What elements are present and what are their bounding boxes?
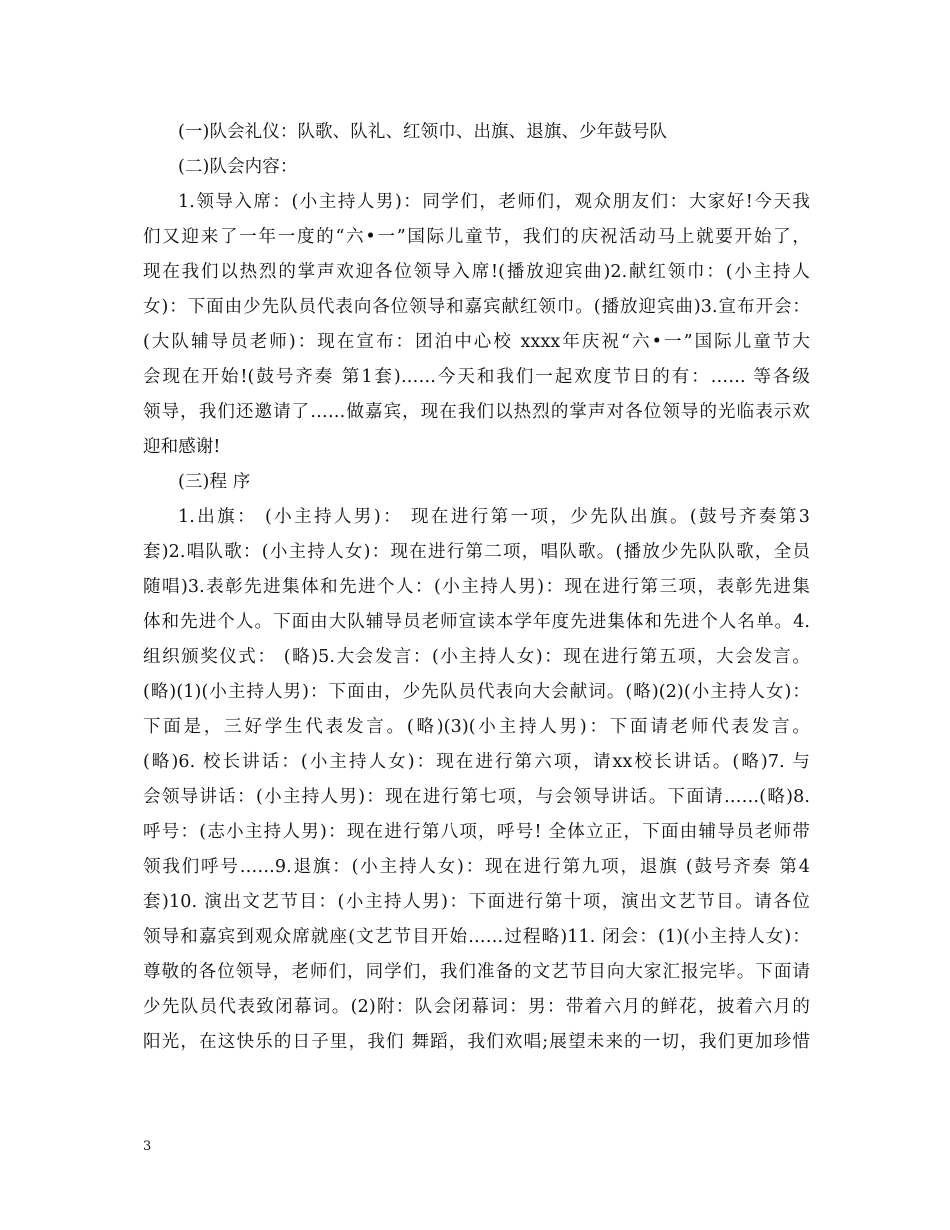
text-line: 领我们呼号……9.退旗：(小主持人女)：现在进行第九项，退旗 (鼓号齐奏 第4 bbox=[143, 857, 810, 877]
text-line: 1.出旗： (小主持人男)： 现在进行第一项，少先队出旗。(鼓号齐奏第3 bbox=[178, 507, 810, 527]
text-line: 随唱)3.表彰先进集体和先进个人：(小主持人男)：现在进行第三项，表彰先进集 bbox=[143, 577, 810, 597]
text-line: 呼号：(志小主持人男)：现在进行第八项，呼号! 全体立正，下面由辅导员老师带 bbox=[143, 822, 810, 842]
page-number: 3 bbox=[143, 1139, 152, 1154]
text-line: 组织颁奖仪式： (略)5.大会发言：(小主持人女)：现在进行第五项，大会发言。 bbox=[143, 647, 810, 667]
body-text bbox=[143, 115, 810, 1060]
text-line: 会现在开始!(鼓号齐奏 第1套)……今天和我们一起欢度节日的有：…… 等各级 bbox=[143, 367, 810, 387]
text-line: 体和先进个人。下面由大队辅导员老师宣读本学年度先进集体和先进个人名单。4. bbox=[143, 612, 810, 632]
text-line: (略)6. 校长讲话：(小主持人女)：现在进行第六项，请xx校长讲话。(略)7. 与 bbox=[143, 752, 810, 772]
text-line: (大队辅导员老师)：现在宣布：团泊中心校 xxxx年庆祝“六•一”国际儿童节大 bbox=[143, 332, 810, 352]
text-line: 领导，我们还邀请了……做嘉宾，现在我们以热烈的掌声对各位领导的光临表示欢 bbox=[143, 402, 810, 422]
text-line: 现在我们以热烈的掌声欢迎各位领导入席!(播放迎宾曲)2.献红领巾：(小主持人 bbox=[143, 262, 810, 282]
text-line: (三)程 序 bbox=[178, 472, 251, 492]
text-line: 们又迎来了一年一度的“六•一”国际儿童节，我们的庆祝活动马上就要开始了， bbox=[143, 227, 810, 247]
text-line: 套)2.唱队歌：(小主持人女)：现在进行第二项，唱队歌。(播放少先队队歌，全员 bbox=[143, 542, 810, 562]
text-line: 尊敬的各位领导，老师们，同学们，我们准备的文艺节目向大家汇报完毕。下面请 bbox=[143, 962, 810, 982]
text-line: 迎和感谢! bbox=[143, 437, 221, 457]
text-line: 领导和嘉宾到观众席就座(文艺节目开始……过程略)11. 闭会：(1)(小主持人女)： bbox=[143, 927, 810, 947]
text-line: 少先队员代表致闭幕词。(2)附：队会闭幕词：男：带着六月的鲜花，披着六月的 bbox=[143, 997, 810, 1017]
text-line: (略)(1)(小主持人男)：下面由，少先队员代表向大会献词。(略)(2)(小主持人女)： bbox=[143, 682, 810, 702]
text-line: 女)：下面由少先队员代表向各位领导和嘉宾献红领巾。(播放迎宾曲)3.宣布开会： bbox=[143, 297, 810, 317]
text-line: (一)队会礼仪：队歌、队礼、红领巾、出旗、退旗、少年鼓号队 bbox=[178, 122, 668, 142]
text-line: 阳光，在这快乐的日子里，我们 舞蹈，我们欢唱;展望未来的一切，我们更加珍惜 bbox=[143, 1032, 810, 1052]
text-line: 1.领导入席：(小主持人男)：同学们，老师们，观众朋友们：大家好!今天我 bbox=[178, 192, 810, 212]
text-line: 会领导讲话：(小主持人男)：现在进行第七项，与会领导讲话。下面请……(略)8. bbox=[143, 787, 810, 807]
text-line: (二)队会内容： bbox=[178, 157, 298, 177]
text-line: 下面是，三好学生代表发言。(略)(3)(小主持人男)：下面请老师代表发言。 bbox=[143, 717, 810, 737]
text-line: 套)10. 演出文艺节目：(小主持人男)：下面进行第十项，演出文艺节目。请各位 bbox=[143, 892, 810, 912]
